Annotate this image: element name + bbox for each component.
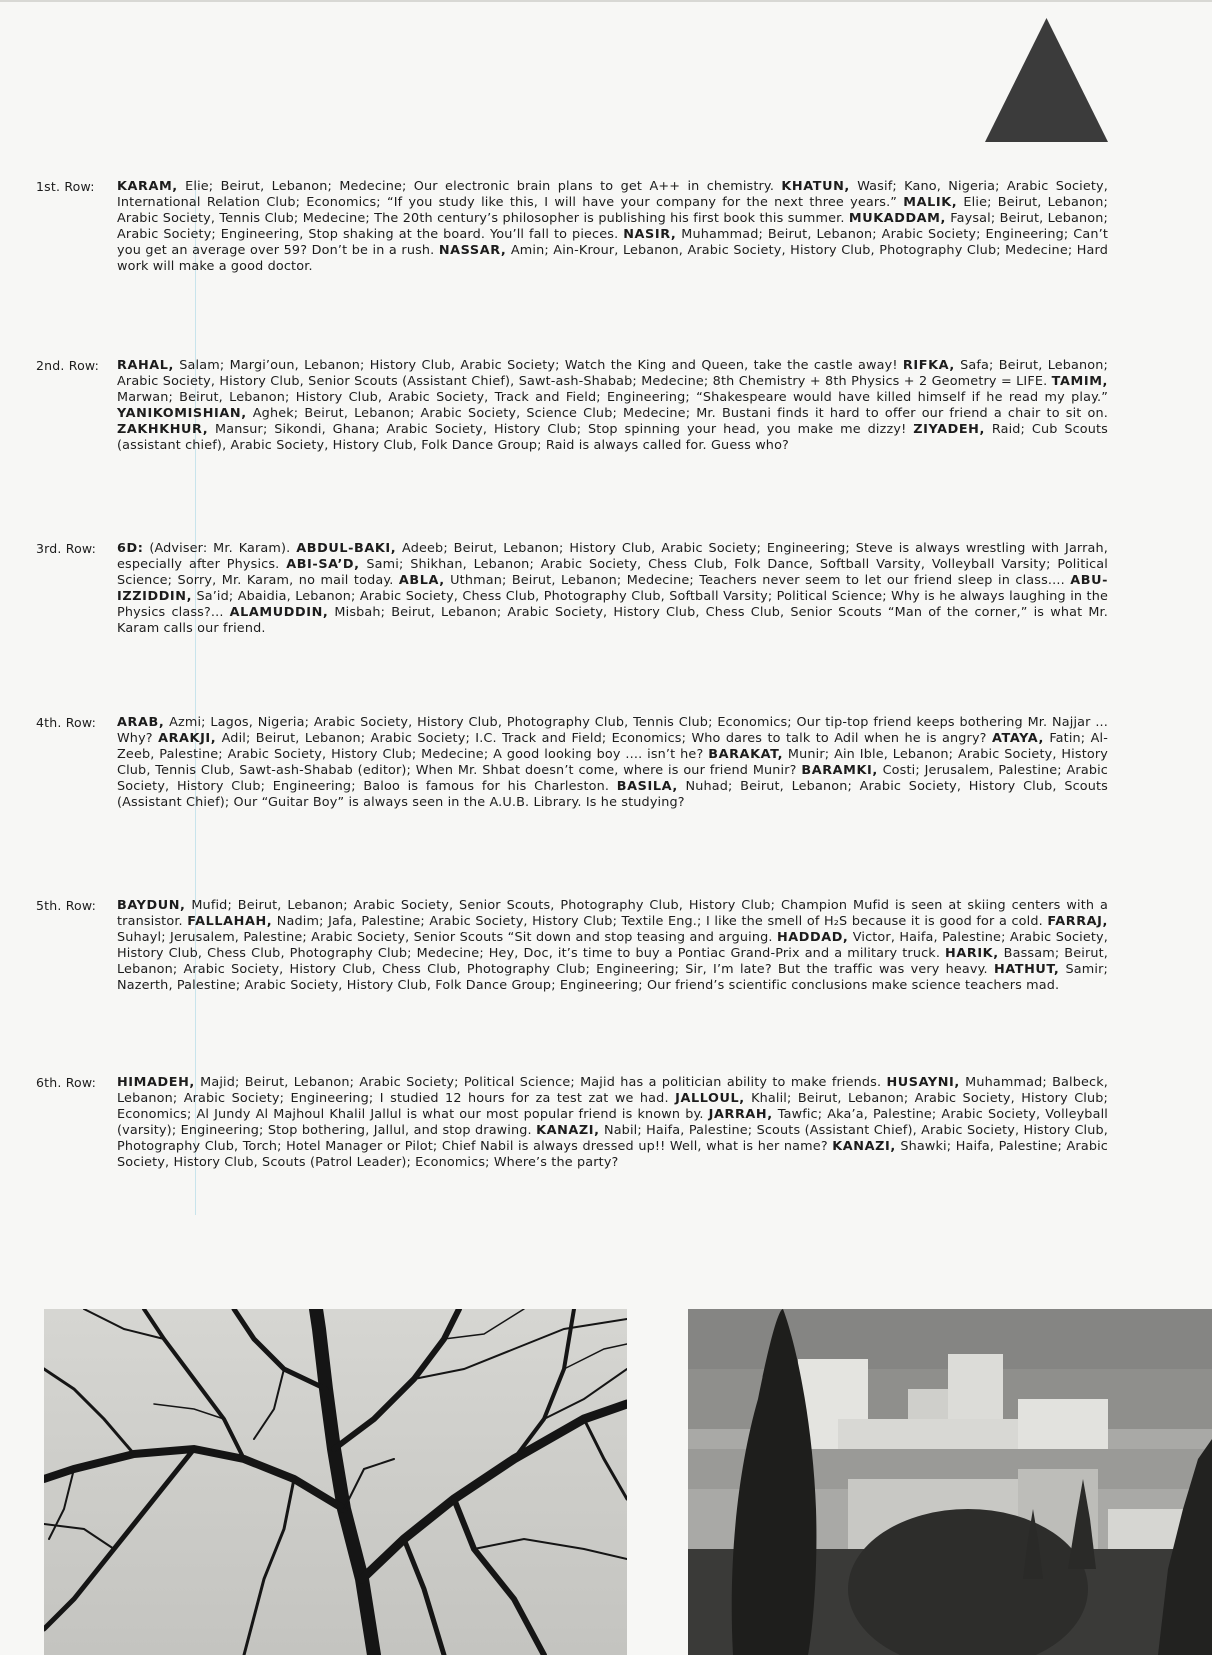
student-name: NASIR, — [623, 227, 677, 242]
page-top-rule — [0, 0, 1212, 2]
student-name: NASSAR, — [438, 243, 507, 258]
student-name: 6D: — [117, 541, 144, 556]
student-details: Bassam; Beirut, Lebanon; Arabic Society, History Club, Chess Club, Photography Club; Engineering; Sir, I’m late? But the traffic was very heavy. — [117, 946, 1108, 977]
student-name: JARRAH, — [708, 1107, 773, 1122]
row-text — [117, 541, 1108, 637]
student-name: ATAYA, — [992, 731, 1044, 746]
student-details: Sami; Shikhan, Lebanon; Arabic Society, Chess Club, Folk Dance, Softball Varsity, Volleyball Varsity; Political Science; Sorry, Mr. Karam, no mail today. — [117, 557, 1108, 588]
student-name: ALAMUDDIN, — [229, 605, 329, 620]
row-caption-3 — [36, 541, 1108, 637]
student-details: Nadim; Jafa, Palestine; Arabic Society, History Club; Textile Eng.; I like the smell of H₂S because it is good for a cold. — [272, 914, 1048, 929]
student-name: TAMIM, — [1051, 374, 1108, 389]
student-details: Misbah; Beirut, Lebanon; Arabic Society, History Club, Chess Club, Senior Scouts “Man of the corner,” is what Mr. Karam calls our friend. — [117, 605, 1108, 636]
student-name: MUKADDAM, — [848, 211, 946, 226]
student-name: KARAM, — [117, 179, 178, 194]
student-details: Sa’id; Abaidia, Lebanon; Arabic Society, Chess Club, Photography Club, Softball Varsity; Political Science; Why is he always laughing in the Physics class?... — [117, 589, 1108, 620]
student-details: Suhayl; Jerusalem, Palestine; Arabic Society, Senior Scouts “Sit down and stop teasing and arguing. — [117, 930, 777, 945]
student-name: ABDUL-BAKI, — [296, 541, 397, 556]
student-details: Khalil; Beirut, Lebanon; Arabic Society, History Club; Economics; Al Jundy Al Majhoul Khalil Jallul is what our most popular friend is known by. — [117, 1091, 1109, 1122]
student-details: Azmi; Lagos, Nigeria; Arabic Society, History Club, Photography Club, Tennis Club; Economics; Our tip-top friend keeps bothering Mr. Najjar ... Why? — [117, 715, 1108, 746]
student-details: Costi; Jerusalem, Palestine; Arabic Society, History Club; Engineering; Baloo is famous for his Charleston. — [117, 763, 1108, 794]
student-details: Uthman; Beirut, Lebanon; Medecine; Teachers never seem to let our friend sleep in class.... — [444, 573, 1071, 588]
student-name: KHATUN, — [781, 179, 850, 194]
row-label: 5th. Row: — [36, 898, 97, 913]
corner-triangle-ornament — [985, 18, 1108, 142]
student-details: Fatin; Al-Zeeb, Palestine; Arabic Society, History Club; Medecine; A good looking boy .... isn’t he? — [117, 731, 1108, 762]
student-name: HADDAD, — [776, 930, 849, 945]
student-details: Wasif; Kano, Nigeria; Arabic Society, International Relation Club; Economics; “If you study like this, I will have your company for the next three years.” — [117, 179, 1108, 210]
student-name: BARAKAT, — [708, 747, 784, 762]
student-details: Mufid; Beirut, Lebanon; Arabic Society, Senior Scouts, Photography Club, History Club; Champion Mufid is seen at skiing centers with a transistor. — [117, 898, 1108, 929]
student-details: Majid; Beirut, Lebanon; Arabic Society; Political Science; Majid has a politician ability to make friends. — [194, 1075, 887, 1090]
row-text — [117, 898, 1108, 994]
student-name: HATHUT, — [993, 962, 1060, 977]
row-text — [117, 1075, 1108, 1171]
student-details: Munir; Ain Ible, Lebanon; Arabic Society, History Club, Tennis Club, Sawt-ash-Shabab (editor); When Mr. Shbat doesn’t come, where is our friend Munir? — [117, 747, 1108, 778]
student-details: Muhammad; Balbeck, Lebanon; Arabic Society; Engineering; I studied 12 hours for za test zat we had. — [117, 1075, 1108, 1106]
student-name: BAYDUN, — [117, 898, 186, 913]
tree-branches-photo — [44, 1309, 627, 1655]
student-name: ZAKHKHUR, — [117, 422, 209, 437]
student-details: Salam; Margi’oun, Lebanon; History Club, Arabic Society; Watch the King and Queen, take the castle away! — [174, 358, 903, 373]
student-name: BASILA, — [616, 779, 678, 794]
student-name: FALLAHAH, — [187, 914, 273, 929]
student-name: RAHAL, — [117, 358, 174, 373]
student-details: Nabil; Haifa, Palestine; Scouts (Assistant Chief), Arabic Society, History Club, Photography Club, Torch; Hotel Manager or Pilot; Chief Nabil is always dressed up!! Well, what is her name? — [117, 1123, 1108, 1154]
binding-guide-line — [195, 180, 196, 1215]
student-name: ABU-IZZIDDIN, — [117, 573, 1108, 604]
student-name: HARIK, — [945, 946, 999, 961]
student-details: Faysal; Beirut, Lebanon; Arabic Society; Engineering, Stop shaking at the board. You’ll fall to pieces. — [117, 211, 1108, 242]
row-caption-4 — [36, 715, 1108, 811]
row-label: 4th. Row: — [36, 715, 97, 730]
student-name: MALIK, — [903, 195, 958, 210]
student-details: Elie; Beirut, Lebanon; Arabic Society, Tennis Club; Medecine; The 20th century’s philosopher is publishing his first book this summer. — [117, 195, 1108, 226]
student-details: Amin; Ain-Krour, Lebanon, Arabic Society, History Club, Photography Club; Medecine; Hard work will make a good doctor. — [117, 243, 1108, 274]
student-name: HIMADEH, — [117, 1075, 195, 1090]
city-view-photo — [688, 1309, 1212, 1655]
student-name: ZIYADEH, — [913, 422, 985, 437]
student-name: KANAZI, — [832, 1139, 896, 1154]
student-details: Aghek; Beirut, Lebanon; Arabic Society, Science Club; Medecine; Mr. Bustani finds it hard to offer our friend a chair to sit on. — [246, 406, 1108, 421]
student-details: Elie; Beirut, Lebanon; Medecine; Our electronic brain plans to get A++ in chemistry. — [177, 179, 782, 194]
row-text — [117, 179, 1108, 275]
student-name: FARRAJ, — [1047, 914, 1108, 929]
student-details: Adeeb; Beirut, Lebanon; History Club, Arabic Society; Engineering; Steve is always wrestling with Jarrah, especially after Physics. — [117, 541, 1109, 572]
student-details: (Adviser: Mr. Karam). — [143, 541, 297, 556]
student-details: Raid; Cub Scouts (assistant chief), Arabic Society, History Club, Folk Dance Group; Raid is always called for. Guess who? — [117, 422, 1109, 453]
student-details: Adil; Beirut, Lebanon; Arabic Society; I.C. Track and Field; Economics; Who dares to talk to Adil when he is angry? — [216, 731, 992, 746]
student-name: ARAKJI, — [158, 731, 217, 746]
student-details: Muhammad; Beirut, Lebanon; Arabic Society; Engineering; Can’t you get an average over 59? Don’t be in a rush. — [117, 227, 1108, 258]
student-details: Mansur; Sikondi, Ghana; Arabic Society, History Club; Stop spinning your head, you make me dizzy! — [208, 422, 914, 437]
student-details: Tawfic; Aka’a, Palestine; Arabic Society, Volleyball (varsity); Engineering; Stop bothering, Jallul, and stop drawing. — [117, 1107, 1108, 1138]
student-details: Samir; Nazerth, Palestine; Arabic Society, History Club, Folk Dance Group; Engineering; Our friend’s scientific conclusions make science teachers mad. — [117, 962, 1108, 993]
row-label: 1st. Row: — [36, 179, 95, 194]
student-name: ARAB, — [117, 715, 165, 730]
student-name: ABI-SA’D, — [286, 557, 360, 572]
student-details: Nuhad; Beirut, Lebanon; Arabic Society, History Club, Scouts (Assistant Chief); Our “Guitar Boy” is always seen in the A.U.B. Library. Is he studying? — [117, 779, 1108, 810]
row-caption-1 — [36, 179, 1108, 275]
student-name: HUSAYNI, — [886, 1075, 960, 1090]
student-name: YANIKOMISHIAN, — [117, 406, 247, 421]
student-details: Shawki; Haifa, Palestine; Arabic Society, History Club, Scouts (Patrol Leader); Economics; Where’s the party? — [117, 1139, 1108, 1170]
student-name: BARAMKI, — [801, 763, 878, 778]
student-name: JALLOUL, — [675, 1091, 745, 1106]
student-name: ABLA, — [398, 573, 445, 588]
row-caption-6 — [36, 1075, 1108, 1171]
row-label: 3rd. Row: — [36, 541, 97, 556]
student-details: Victor, Haifa, Palestine; Arabic Society, History Club, Chess Club, Photography Club; Medecine; Hey, Doc, it’s time to buy a Pontiac Grand-Prix and a military truck. — [117, 930, 1108, 961]
row-label: 6th. Row: — [36, 1075, 97, 1090]
row-caption-2 — [36, 358, 1108, 454]
row-caption-5 — [36, 898, 1108, 994]
student-name: KANAZI, — [536, 1123, 600, 1138]
row-label: 2nd. Row: — [36, 358, 100, 373]
row-text — [117, 358, 1108, 454]
row-text — [117, 715, 1108, 811]
student-details: Marwan; Beirut, Lebanon; History Club, Arabic Society, Track and Field; Engineering; “Shakespeare would have killed himself if he read my play.” — [117, 390, 1108, 405]
student-details: Safa; Beirut, Lebanon; Arabic Society, History Club, Senior Scouts (Assistant Chief), Sawt-ash-Shabab; Medecine; 8th Chemistry + 8th Physics + 2 Geometry = LIFE. — [117, 358, 1108, 389]
student-name: RIFKA, — [902, 358, 955, 373]
